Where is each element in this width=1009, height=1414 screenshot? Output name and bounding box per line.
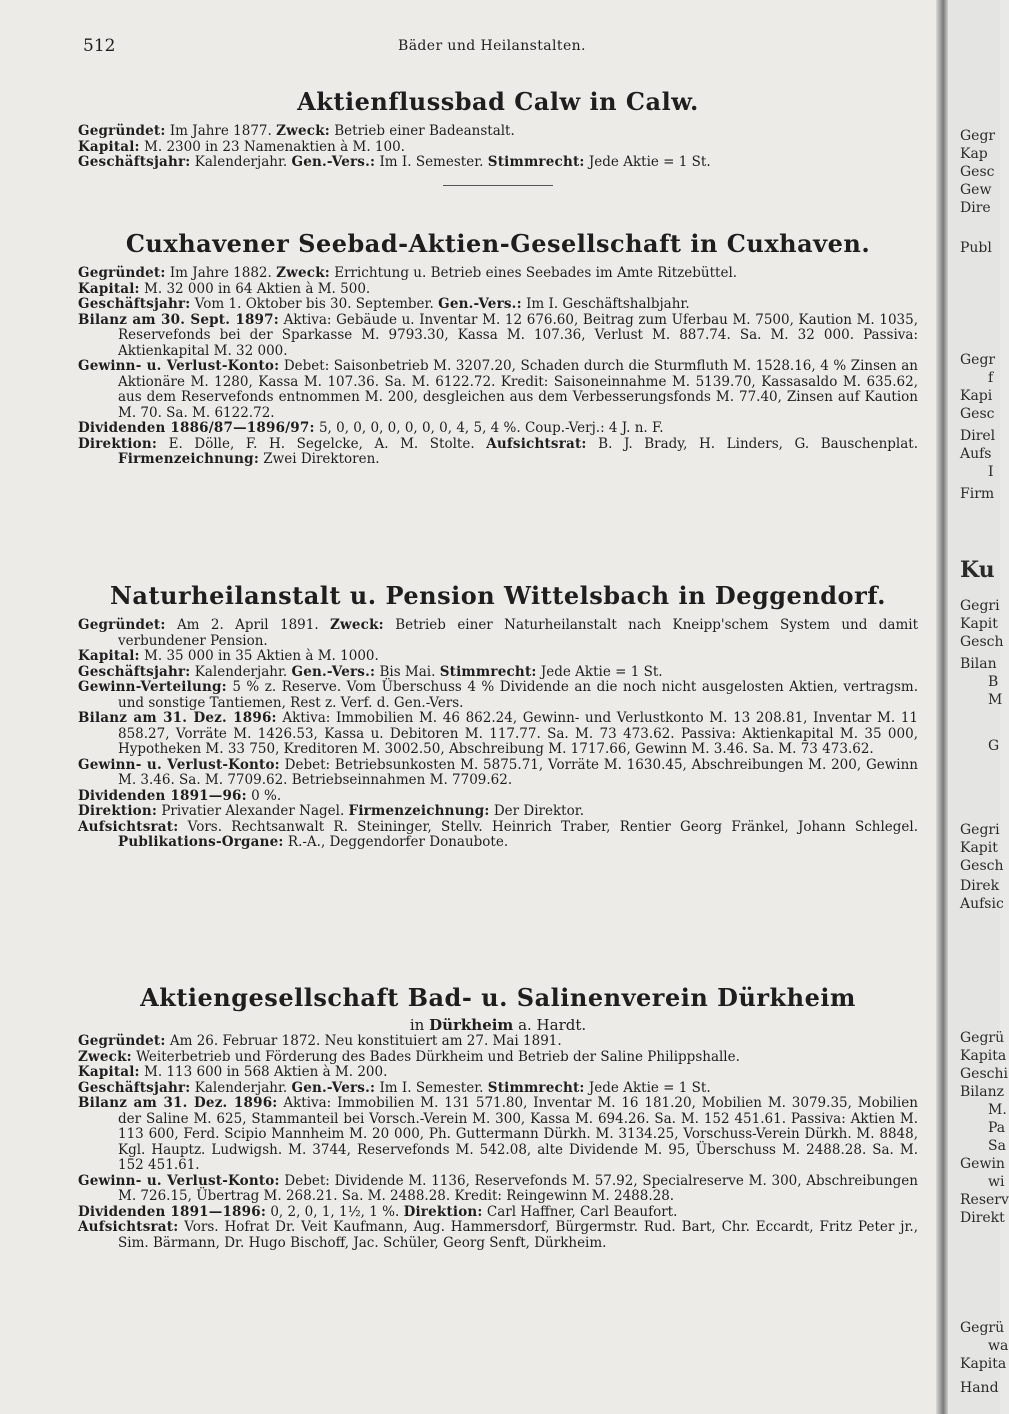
adjacent-fragment: Gesc xyxy=(960,164,995,180)
adjacent-fragment: Gewin xyxy=(960,1156,1005,1172)
adjacent-fragment: Hand xyxy=(960,1380,999,1396)
entry-line: Gewinn-Verteilung: 5 % z. Reserve. Vom Überschuss 4 % Dividende an die noch nicht ausgelosten Aktien, vertragsm. und sonstige Tantiemen, Rest z. Verf. d. Gen.-Vers. xyxy=(78,679,918,711)
entry-line: Aufsichtsrat: Vors. Hofrat Dr. Veit Kaufmann, Aug. Hammersdorf, Bürgermstr. Rud. Bart, Chr. Eccardt, Fritz Peter jr., Sim. Bärmann, Dr. Hugo Bischoff, Jac. Schüler, Georg Senft, Dürkheim. xyxy=(78,1219,918,1251)
adjacent-fragment: Gegri xyxy=(960,822,1000,838)
book-gutter xyxy=(936,0,948,1414)
separator-rule xyxy=(443,185,553,186)
adjacent-fragment: Gesch xyxy=(960,858,1004,874)
adjacent-fragment: Gew xyxy=(960,182,992,198)
entry-line: Dividenden 1891—1896: 0, 2, 0, 1, 1½, 1 %. Direktion: Carl Haffner, Carl Beaufort. xyxy=(78,1203,678,1220)
entry-line: Zweck: Weiterbetrieb und Förderung des Bades Dürkheim und Betrieb der Saline Philippshalle. xyxy=(78,1048,740,1065)
adjacent-fragment: M xyxy=(988,692,1003,708)
adjacent-fragment: Gegrü xyxy=(960,1320,1005,1336)
entry-line: Direktion: E. Dölle, F. H. Segelcke, A. M. Stolte. Aufsichtsrat: B. J. Brady, H. Linders, G. Bauschenplat. Firmenzeichnung: Zwei Direktoren. xyxy=(78,435,918,467)
adjacent-fragment: f xyxy=(988,370,994,386)
adjacent-fragment: Gegr xyxy=(960,352,996,368)
adjacent-fragment: Gegrü xyxy=(960,1030,1005,1046)
entry-line: Gewinn- u. Verlust-Konto: Debet: Saisonbetrieb M. 3207.20, Schaden durch die Sturmfluth M. 1528.16, 4 % Zinsen an Aktionäre M. 1280, Kassa M. 107.36. Sa. M. 6122.72. Kredit: Saisoneinnahme M. 5139.70, Kassasaldo M. 635.62, aus dem Reservefonds entnommen M. 200, desgleichen aus dem Verbesserungsfonds M. 77.40, Zinsen auf Kaution M. 70. Sa. M. 6122.72. xyxy=(78,358,918,421)
adjacent-fragment: M. xyxy=(988,1102,1007,1118)
entry-line: Gewinn- u. Verlust-Konto: Debet: Betriebsunkosten M. 5875.71, Vorräte M. 1630.45, Abschreibungen M. 200, Gewinn M. 3.46. Sa. M. 7709.62. Betriebseinnahmen M. 7709.62. xyxy=(78,756,918,788)
adjacent-fragment: Geschi xyxy=(960,1066,1008,1082)
adjacent-fragment: Gegri xyxy=(960,598,1000,614)
adjacent-fragment: Direk xyxy=(960,878,1000,894)
adjacent-fragment: wi xyxy=(988,1174,1005,1190)
entry-line: Gegründet: Im Jahre 1877. Zweck: Betrieb einer Badeanstalt. xyxy=(78,123,515,139)
adjacent-page-strip xyxy=(948,0,1009,1414)
adjacent-fragment: Gesch xyxy=(960,634,1004,650)
adjacent-fragment: Kapita xyxy=(960,1356,1007,1372)
entry-line: Geschäftsjahr: Kalenderjahr. Gen.-Vers.: Im I. Semester. Stimmrecht: Jede Aktie = 1 St. xyxy=(78,154,711,170)
adjacent-fragment: Dire xyxy=(960,200,991,216)
entry-line: Direktion: Privatier Alexander Nagel. Firmenzeichnung: Der Direktor. xyxy=(78,803,584,819)
entry-line: Gegründet: Am 26. Februar 1872. Neu konstituiert am 27. Mai 1891. xyxy=(78,1033,562,1049)
entry-line: Geschäftsjahr: Kalenderjahr. Gen.-Vers.: Im I. Semester. Stimmrecht: Jede Aktie = 1 St. xyxy=(78,1079,711,1096)
entry-line: Geschäftsjahr: Vom 1. Oktober bis 30. September. Gen.-Vers.: Im I. Geschäftshalbjahr. xyxy=(78,296,690,312)
entry-title: Cuxhavener Seebad-Aktien-Gesellschaft in Cuxhaven. xyxy=(125,229,871,258)
running-title: Bäder und Heilanstalten. xyxy=(398,38,586,54)
entry-duerkheim xyxy=(78,982,918,1251)
entry-title: Aktienflussbad Calw in Calw. xyxy=(297,87,699,116)
adjacent-fragment: Gegr xyxy=(960,128,996,144)
adjacent-fragment: B xyxy=(988,674,999,690)
adjacent-fragment: Kapi xyxy=(960,388,993,404)
entry-line: Bilanz am 31. Dez. 1896: Aktiva: Immobilien M. 46 862.24, Gewinn- und Verlustkonto M. 13 208.81, Inventar M. 11 858.27, Vorräte M. 1426.53, Kassa u. Debitoren M. 117.77. Sa. M. 73 473.62. Passiva: Aktienkapital M. 35 000, Hypotheken M. 33 750, Kreditoren M. 3002.50, Abschreibung M. 1717.66, Gewinn M. 3.46. Sa. M. 73 473.62. xyxy=(78,710,918,757)
adjacent-fragment: Kapit xyxy=(960,840,998,856)
entry-line: Bilanz am 30. Sept. 1897: Aktiva: Gebäude u. Inventar M. 12 676.60, Beitrag zum Uferbau M. 7500, Kaution M. 1035, Reservefonds bei der Sparkasse M. 9793.30, Kassa M. 107.36, Verlust M. 887.74. Sa. M. 32 000. Passiva: Aktienkapital M. 32 000. xyxy=(78,311,919,359)
entry-calw xyxy=(78,86,918,186)
adjacent-fragment: Sa xyxy=(988,1138,1006,1154)
adjacent-fragment: Aufs xyxy=(960,446,992,462)
adjacent-fragment: wa xyxy=(988,1338,1009,1354)
adjacent-fragment: Kapita xyxy=(960,1048,1007,1064)
entry-line: Aufsichtsrat: Vors. Rechtsanwalt R. Steininger, Stellv. Heinrich Traber, Rentier Georg Fränkel, Johann Schlegel. Publikations-Organe: R.-A., Deggendorfer Donaubote. xyxy=(78,818,918,850)
entry-subtitle: in Dürkheim a. Hardt. xyxy=(409,1016,587,1034)
adjacent-fragment: Bilanz xyxy=(960,1084,1004,1100)
adjacent-fragment: Ku xyxy=(960,557,995,583)
entry-line: Kapital: M. 113 600 in 568 Aktien à M. 200. xyxy=(78,1064,388,1080)
entry-line: Kapital: M. 35 000 in 35 Aktien à M. 1000. xyxy=(78,648,379,664)
adjacent-fragment: Aufsic xyxy=(960,896,1004,912)
entry-line: Gegründet: Im Jahre 1882. Zweck: Errichtung u. Betrieb eines Seebades im Amte Ritzebüttel. xyxy=(78,265,738,281)
entry-title: Naturheilanstalt u. Pension Wittelsbach in Deggendorf. xyxy=(109,581,887,610)
adjacent-fragment: Publ xyxy=(960,240,992,256)
entry-line: Geschäftsjahr: Kalenderjahr. Gen.-Vers.: Bis Mai. Stimmrecht: Jede Aktie = 1 St. xyxy=(78,663,663,680)
adjacent-fragment: Kap xyxy=(960,146,988,162)
adjacent-fragment: Reserv xyxy=(960,1192,1009,1208)
adjacent-fragment: Direkt xyxy=(960,1210,1005,1226)
adjacent-fragment: G xyxy=(988,738,1000,754)
adjacent-fragment: Bilan xyxy=(960,656,997,672)
adjacent-fragment: Firm xyxy=(960,486,995,502)
entry-line: Kapital: M. 32 000 in 64 Aktien à M. 500. xyxy=(78,280,371,297)
entry-title: Aktiengesellschaft Bad- u. Salinenverein Dürkheim xyxy=(140,983,856,1012)
page-number: 512 xyxy=(83,36,116,56)
adjacent-fragment: I xyxy=(988,464,994,480)
entry-cuxhaven xyxy=(78,228,918,468)
adjacent-fragment: Direl xyxy=(960,428,996,444)
entry-line: Bilanz am 31. Dez. 1896: Aktiva: Immobilien M. 131 571.80, Inventar M. 16 181.20, Mobilien M. 3079.35, Mobilien der Saline M. 625, Stammanteil bei Vorsch.-Verein M. 300, Kassa M. 694.26. Sa. M. 152 451.61. Passiva: Aktien M. 113 600, Ferd. Scipio Mannheim M. 20 000, Ph. Guttermann Dürkh. M. 3134.25, Vorschuss-Verein Dürkh. M. 8848, Kgl. Hauptz. Ludwigsh. M. 3744, Reservefonds M. 542.08, alte Dividende M. 95, Überschuss M. 2488.28. Sa. M. 152 451.61. xyxy=(78,1095,918,1173)
adjacent-fragment: Pa xyxy=(988,1120,1006,1136)
entry-line: Gewinn- u. Verlust-Konto: Debet: Dividende M. 1136, Reservefonds M. 57.92, Specialreserve M. 300, Abschreibungen M. 726.15, Übertrag M. 268.21. Sa. M. 2488.28. Kredit: Reingewinn M. 2488.28. xyxy=(78,1172,918,1204)
entry-line: Gegründet: Am 2. April 1891. Zweck: Betrieb einer Naturheilanstalt nach Kneipp'schem System und damit verbundener Pension. xyxy=(78,617,918,649)
entry-line: Dividenden 1891—96: 0 %. xyxy=(78,787,282,804)
entry-line: Kapital: M. 2300 in 23 Namenaktien à M. 100. xyxy=(78,138,405,155)
entry-line: Dividenden 1886/87—1896/97: 5, 0, 0, 0, 0, 0, 0, 0, 4, 5, 4 %. Coup.-Verj.: 4 J. n. F. xyxy=(78,420,664,436)
adjacent-fragment: Kapit xyxy=(960,616,998,632)
entry-deggendorf xyxy=(78,580,918,851)
adjacent-fragment: Gesc xyxy=(960,406,995,422)
